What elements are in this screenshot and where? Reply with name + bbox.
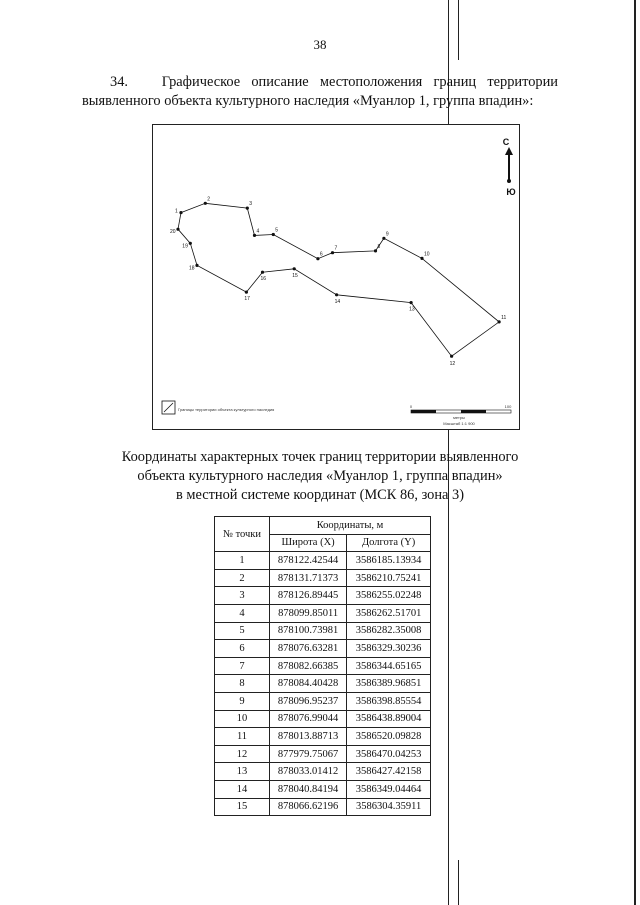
table-row bbox=[215, 552, 431, 570]
cell-longitude: 3586349.04464 bbox=[347, 780, 431, 798]
table-row bbox=[215, 569, 431, 587]
cell-point-number: 15 bbox=[215, 798, 270, 816]
boundary-point-label: 4 bbox=[256, 228, 260, 235]
boundary-point-marker bbox=[176, 228, 179, 231]
cell-point-number: 13 bbox=[215, 763, 270, 781]
cell-point-number: 9 bbox=[215, 692, 270, 710]
table-row bbox=[215, 780, 431, 798]
cell-latitude: 878076.99044 bbox=[270, 710, 347, 728]
cell-longitude: 3586185.13934 bbox=[347, 552, 431, 570]
table-row bbox=[215, 692, 431, 710]
scan-artifact-line bbox=[458, 860, 459, 905]
cell-longitude: 3586210.75241 bbox=[347, 569, 431, 587]
cell-point-number: 14 bbox=[215, 780, 270, 798]
cell-latitude: 878131.71373 bbox=[270, 569, 347, 587]
cell-longitude: 3586520.09828 bbox=[347, 728, 431, 746]
boundary-point-label: 10 bbox=[424, 251, 430, 258]
scale-ratio-label: Масштаб 1:1 900 bbox=[443, 421, 475, 426]
section-title: Графическое описание местоположения границ территории выявленного объекта культурного наследия «Муанлор 1, группа впадин»: bbox=[82, 74, 559, 109]
table-row bbox=[215, 640, 431, 658]
page-number: 38 bbox=[313, 37, 327, 52]
boundary-line bbox=[178, 203, 499, 356]
cell-point-number: 12 bbox=[215, 745, 270, 763]
boundary-point-label: 1 bbox=[175, 208, 178, 215]
boundary-point-label: 13 bbox=[409, 306, 415, 313]
boundary-point-label: 5 bbox=[275, 227, 279, 234]
cell-point-number: 5 bbox=[215, 622, 270, 640]
cell-latitude: 878096.95237 bbox=[270, 692, 347, 710]
cell-longitude: 3586389.96851 bbox=[347, 675, 431, 693]
cell-latitude: 878084.40428 bbox=[270, 675, 347, 693]
cell-latitude: 878100.73981 bbox=[270, 622, 347, 640]
scale-start-label: 0 bbox=[409, 404, 413, 409]
boundary-point-marker bbox=[261, 271, 264, 274]
cell-longitude: 3586438.89004 bbox=[347, 710, 431, 728]
cell-longitude: 3586282.35008 bbox=[347, 622, 431, 640]
section-heading bbox=[82, 73, 558, 111]
boundary-point-label: 3 bbox=[249, 201, 253, 208]
boundary-point-marker bbox=[189, 242, 192, 245]
cell-longitude: 3586262.51701 bbox=[347, 604, 431, 622]
cell-point-number: 2 bbox=[215, 569, 270, 587]
cell-point-number: 10 bbox=[215, 710, 270, 728]
cell-latitude: 878082.66385 bbox=[270, 657, 347, 675]
boundary-point-marker bbox=[335, 293, 338, 296]
boundary-point-label: 9 bbox=[385, 231, 389, 238]
header-point-number: № точки bbox=[215, 517, 270, 552]
boundary-point-marker bbox=[450, 355, 453, 358]
boundary-point-marker bbox=[245, 291, 248, 294]
cell-longitude: 3586398.85554 bbox=[347, 692, 431, 710]
boundary-point-label: 20 bbox=[170, 229, 176, 236]
boundary-point-label: 19 bbox=[182, 243, 188, 250]
boundary-map bbox=[152, 124, 520, 430]
legend-text: Границы территории объекта культурного наследия bbox=[178, 407, 275, 412]
table-row bbox=[215, 710, 431, 728]
cell-latitude: 877979.75067 bbox=[270, 745, 347, 763]
boundary-point-marker bbox=[179, 211, 182, 214]
header-longitude: Долгота (Y) bbox=[347, 534, 431, 552]
cell-point-number: 7 bbox=[215, 657, 270, 675]
cell-latitude: 878122.42544 bbox=[270, 552, 347, 570]
table-row bbox=[215, 763, 431, 781]
table-row bbox=[215, 745, 431, 763]
cell-latitude: 878099.85011 bbox=[270, 604, 347, 622]
table-row bbox=[215, 675, 431, 693]
north-arrow-icon bbox=[503, 137, 516, 197]
header-latitude: Широта (X) bbox=[270, 534, 347, 552]
boundary-point-label: 12 bbox=[449, 361, 456, 368]
table-caption bbox=[82, 448, 558, 505]
cell-longitude: 3586329.30236 bbox=[347, 640, 431, 658]
section-number: 34. bbox=[110, 74, 128, 90]
cell-latitude: 878013.88713 bbox=[270, 728, 347, 746]
boundary-point-label: 6 bbox=[319, 251, 323, 258]
cell-longitude: 3586255.02248 bbox=[347, 587, 431, 605]
cell-point-number: 11 bbox=[215, 728, 270, 746]
cell-longitude: 3586304.35911 bbox=[347, 798, 431, 816]
table-row bbox=[215, 604, 431, 622]
scale-end-label: 100 bbox=[504, 404, 512, 409]
caption-line-2: объекта культурного наследия «Муанлор 1, группа впадин» bbox=[137, 468, 503, 484]
cell-point-number: 6 bbox=[215, 640, 270, 658]
cell-point-number: 3 bbox=[215, 587, 270, 605]
table-row bbox=[215, 587, 431, 605]
boundary-point-label: 7 bbox=[334, 245, 338, 252]
cell-longitude: 3586344.65165 bbox=[347, 657, 431, 675]
boundary-point-marker bbox=[410, 301, 413, 304]
map-legend bbox=[162, 401, 274, 414]
cell-point-number: 4 bbox=[215, 604, 270, 622]
boundary-point-label: 8 bbox=[377, 243, 381, 250]
boundary-point-label: 11 bbox=[501, 314, 507, 321]
compass-north-label: С bbox=[502, 137, 510, 147]
compass-south-label: Ю bbox=[506, 187, 516, 197]
table-row bbox=[215, 728, 431, 746]
boundary-point-label: 14 bbox=[334, 298, 341, 305]
cell-point-number: 1 bbox=[215, 552, 270, 570]
boundary-point-label: 15 bbox=[292, 272, 298, 279]
cell-point-number: 8 bbox=[215, 675, 270, 693]
boundary-point-marker bbox=[195, 264, 198, 267]
header-coordinates: Координаты, м bbox=[270, 517, 431, 535]
boundary-point-label: 2 bbox=[207, 196, 211, 203]
boundary-point-label: 18 bbox=[189, 265, 195, 272]
cell-latitude: 878040.84194 bbox=[270, 780, 347, 798]
cell-longitude: 3586427.42158 bbox=[347, 763, 431, 781]
scale-units-label: метры bbox=[453, 415, 465, 420]
cell-latitude: 878033.01412 bbox=[270, 763, 347, 781]
table-row bbox=[215, 622, 431, 640]
scan-artifact-line bbox=[634, 0, 636, 905]
boundary-point-label: 16 bbox=[260, 276, 267, 283]
scale-bar bbox=[410, 404, 512, 426]
cell-latitude: 878066.62196 bbox=[270, 798, 347, 816]
table-row bbox=[215, 798, 431, 816]
caption-line-1: Координаты характерных точек границ территории выявленного bbox=[121, 449, 519, 465]
boundary-point-marker bbox=[293, 267, 296, 270]
table-row bbox=[215, 657, 431, 675]
coordinates-table bbox=[214, 516, 431, 816]
cell-latitude: 878126.89445 bbox=[270, 587, 347, 605]
cell-latitude: 878076.63281 bbox=[270, 640, 347, 658]
cell-longitude: 3586470.04253 bbox=[347, 745, 431, 763]
boundary-point-label: 17 bbox=[244, 296, 250, 303]
caption-line-3: в местной системе координат (МСК 86, зона 3) bbox=[175, 487, 465, 503]
map-canvas bbox=[153, 125, 519, 429]
